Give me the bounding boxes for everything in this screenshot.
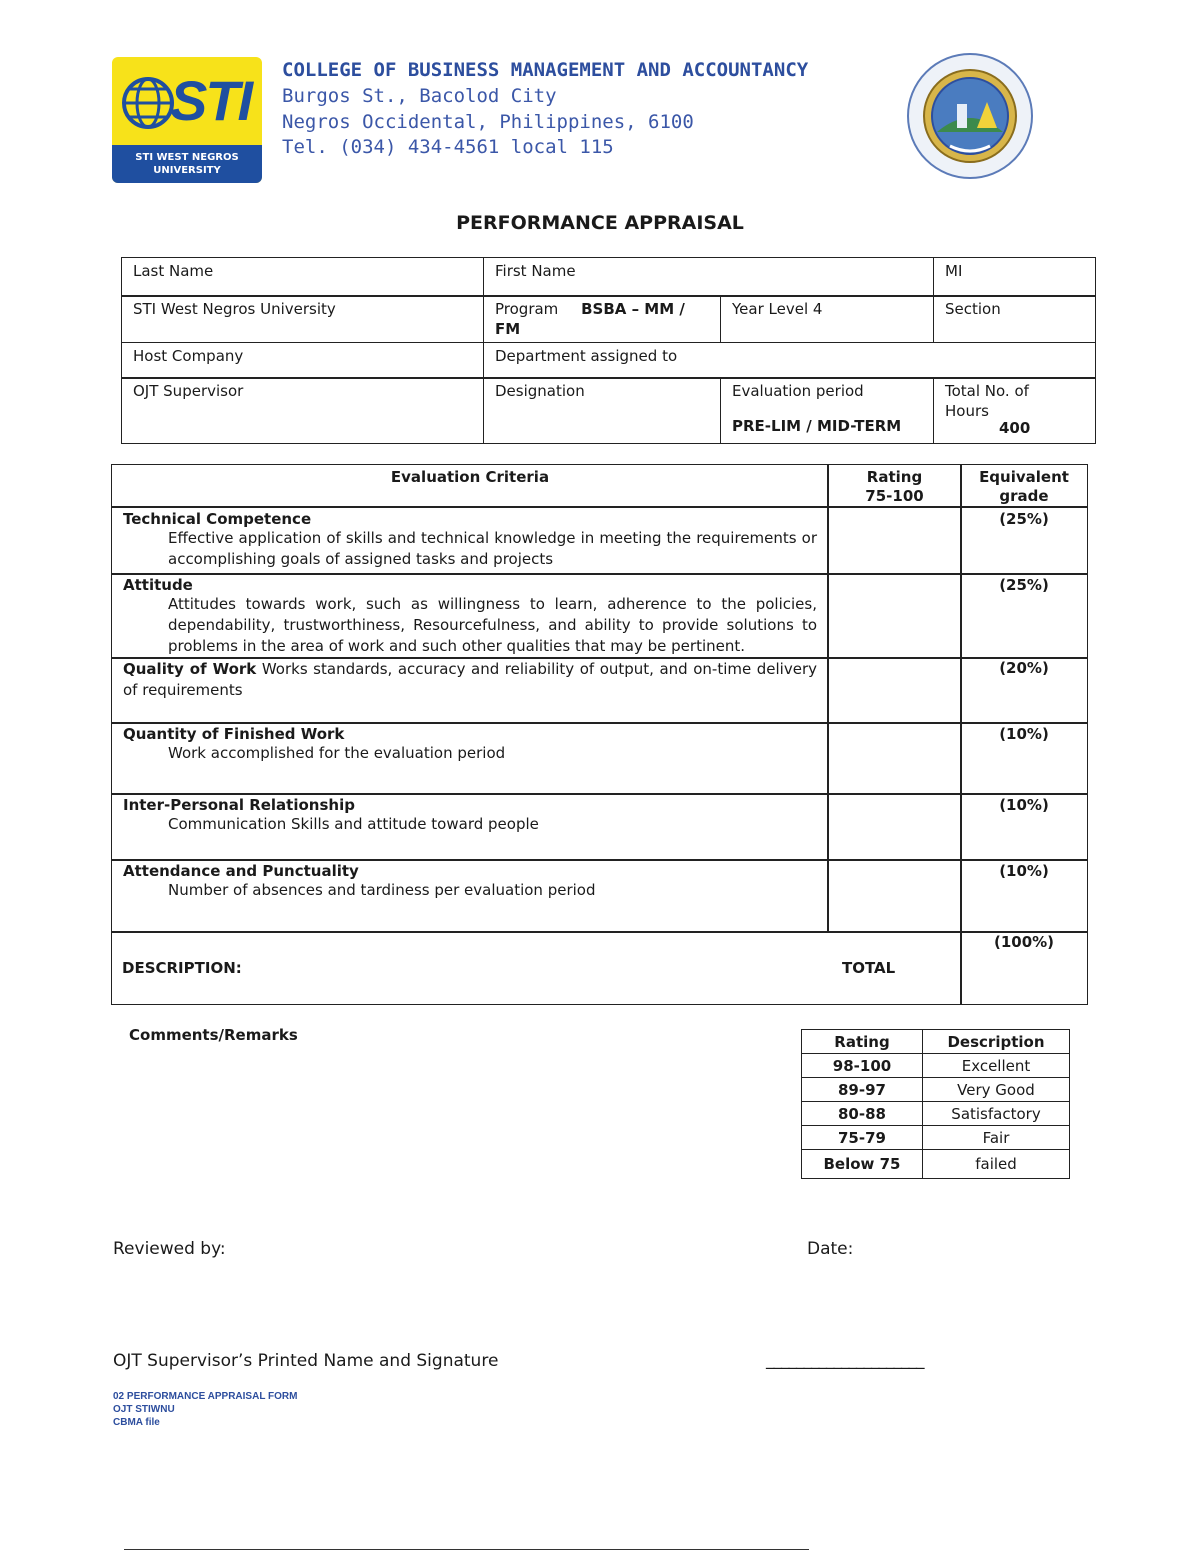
form-code-line-2: OJT STIWNU <box>113 1404 175 1415</box>
section-field[interactable]: Section <box>933 295 1096 343</box>
total-hours-label: Total No. of Hours <box>945 382 1029 420</box>
ojt-supervisor-field[interactable]: OJT Supervisor <box>121 377 484 444</box>
rating-input[interactable] <box>827 793 962 861</box>
criteria-title: Quantity of Finished Work <box>123 725 345 743</box>
evaluation-period-label: Evaluation period <box>732 382 864 400</box>
bottom-divider <box>124 1549 809 1550</box>
rating-description: Excellent <box>923 1054 1070 1078</box>
grade-weight: (10%) <box>960 859 1088 933</box>
school-field: STI West Negros University <box>121 295 484 343</box>
globe-icon <box>120 67 176 139</box>
criteria-description: Effective application of skills and technical knowledge in meeting the requirements or accomplishing goals of assigned tasks and projects <box>168 529 817 568</box>
year-level-field: Year Level 4 <box>720 295 934 343</box>
header-rating-line-2: 75-100 <box>865 487 924 505</box>
table-row <box>802 1126 1070 1150</box>
form-code-line-3: CBMA file <box>113 1417 160 1428</box>
description-label: DESCRIPTION: <box>122 959 242 977</box>
total-label: TOTAL <box>842 959 896 977</box>
address-line-2: Negros Occidental, Philippines, 6100 <box>282 111 694 133</box>
total-hours-value: 400 <box>999 419 1031 437</box>
criteria-description: Attitudes towards work, such as willingness to learn, adherence to the policies, dependability, trustworthiness, Resourcefulness, and ability to provide solutions to problems in the area of work and such other qualities that may be pertinent. <box>168 595 817 655</box>
rating-range: 75-79 <box>802 1126 923 1150</box>
header-rating <box>827 464 962 508</box>
rating-scale-table <box>801 1029 1070 1179</box>
criteria-title: Inter-Personal Relationship <box>123 796 355 814</box>
rating-description: failed <box>923 1150 1070 1179</box>
total-weight: (100%) <box>960 931 1088 1005</box>
logo-subtitle-2: UNIVERSITY <box>153 165 221 176</box>
reviewed-by-label: Reviewed by: <box>113 1239 226 1259</box>
department-field[interactable]: Department assigned to <box>483 342 1096 379</box>
signature-label: OJT Supervisor’s Printed Name and Signature <box>113 1351 499 1371</box>
criteria-row-technical-competence <box>111 506 829 575</box>
form-code-line-1: 02 PERFORMANCE APPRAISAL FORM <box>113 1391 298 1402</box>
header-evaluation-criteria: Evaluation Criteria <box>111 464 829 508</box>
table-row <box>802 1150 1070 1179</box>
rating-range: 98-100 <box>802 1054 923 1078</box>
logo-text: STI <box>170 69 252 132</box>
grade-weight: (20%) <box>960 657 1088 724</box>
grade-weight: (10%) <box>960 722 1088 795</box>
rating-input[interactable] <box>827 859 962 933</box>
evaluation-period-value: PRE-LIM / MID-TERM <box>732 417 902 435</box>
criteria-description: Communication Skills and attitude toward people <box>168 815 539 833</box>
program-label: Program <box>495 300 559 318</box>
signature-line[interactable]: _____________________ <box>766 1350 924 1370</box>
rating-scale-header-description: Description <box>923 1030 1070 1054</box>
rating-range: Below 75 <box>802 1150 923 1179</box>
comments-label: Comments/Remarks <box>129 1026 298 1044</box>
program-field <box>483 295 721 343</box>
criteria-description: Work accomplished for the evaluation period <box>168 744 506 762</box>
criteria-title: Quality of Work <box>123 660 257 678</box>
college-name: COLLEGE OF BUSINESS MANAGEMENT AND ACCOUNTANCY <box>282 59 809 81</box>
criteria-row-attendance-and-punctuality <box>111 859 829 933</box>
table-row <box>802 1078 1070 1102</box>
last-name-field[interactable]: Last Name <box>121 257 484 297</box>
header-grade-line-2: grade <box>999 487 1049 505</box>
first-name-field[interactable]: First Name <box>483 257 934 297</box>
criteria-row-quantity-of-finished-work <box>111 722 829 795</box>
criteria-description: Works standards, accuracy and reliability of output, and on-time delivery of requirements <box>123 660 817 699</box>
criteria-row-quality-of-work <box>111 657 829 724</box>
address-line-1: Burgos St., Bacolod City <box>282 85 557 107</box>
form-code <box>113 1390 297 1429</box>
grade-weight: (25%) <box>960 506 1088 575</box>
table-row <box>802 1102 1070 1126</box>
criteria-row-inter-personal-relationship <box>111 793 829 861</box>
rating-input[interactable] <box>827 573 962 659</box>
logo-subtitle-1: STI WEST NEGROS <box>135 152 239 163</box>
header-rating-line-1: Rating <box>866 468 923 486</box>
host-company-field[interactable]: Host Company <box>121 342 484 379</box>
rating-range: 80-88 <box>802 1102 923 1126</box>
table-row <box>802 1054 1070 1078</box>
date-label: Date: <box>807 1239 854 1259</box>
college-seal-icon <box>905 52 1035 180</box>
grade-weight: (10%) <box>960 793 1088 861</box>
program-value: BSBA – MM / FM <box>495 300 685 338</box>
rating-input[interactable] <box>827 722 962 795</box>
criteria-title: Technical Competence <box>123 510 312 528</box>
rating-input[interactable] <box>827 657 962 724</box>
rating-scale-header <box>802 1030 1070 1054</box>
sti-logo <box>112 57 262 183</box>
evaluation-period-field <box>720 377 934 444</box>
rating-description: Very Good <box>923 1078 1070 1102</box>
description-total-row <box>111 931 962 1005</box>
rating-range: 89-97 <box>802 1078 923 1102</box>
page-title: PERFORMANCE APPRAISAL <box>456 212 744 234</box>
criteria-title: Attendance and Punctuality <box>123 862 359 880</box>
grade-weight: (25%) <box>960 573 1088 659</box>
designation-field[interactable]: Designation <box>483 377 721 444</box>
header-equivalent-grade <box>960 464 1088 508</box>
criteria-title: Attitude <box>123 576 193 594</box>
header-grade-line-1: Equivalent <box>979 468 1069 486</box>
criteria-description: Number of absences and tardiness per evaluation period <box>168 881 596 899</box>
mi-field[interactable]: MI <box>933 257 1096 297</box>
total-hours-field <box>933 377 1096 444</box>
telephone: Tel. (034) 434-4561 local 115 <box>282 136 614 158</box>
criteria-row-attitude <box>111 573 829 659</box>
rating-input[interactable] <box>827 506 962 575</box>
rating-scale-header-rating: Rating <box>802 1030 923 1054</box>
rating-description: Fair <box>923 1126 1070 1150</box>
logo-band <box>112 145 262 183</box>
rating-description: Satisfactory <box>923 1102 1070 1126</box>
